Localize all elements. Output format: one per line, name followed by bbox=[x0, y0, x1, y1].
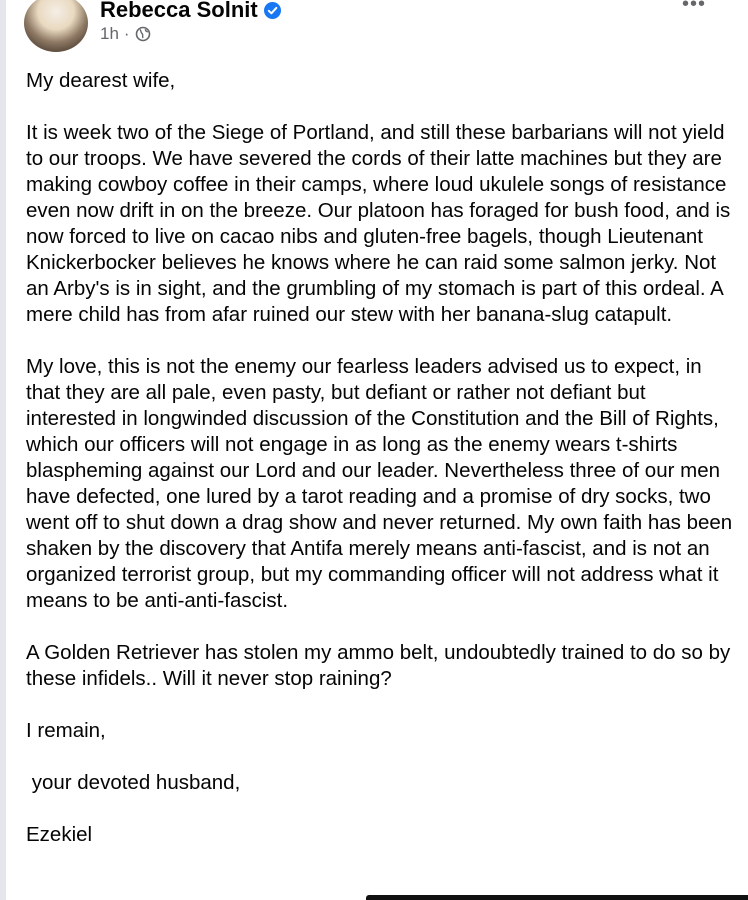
post-paragraph: A Golden Retriever has stolen my ammo belt, undoubtedly trained to do so by these infidels.. Will it never stop raining? bbox=[26, 641, 731, 690]
avatar[interactable] bbox=[24, 0, 88, 52]
post-timestamp[interactable]: 1h bbox=[100, 24, 119, 43]
post-paragraph: Ezekiel bbox=[26, 823, 93, 846]
left-edge-divider bbox=[0, 0, 6, 900]
more-options-button[interactable]: ••• bbox=[681, 0, 706, 15]
bottom-overlay-bar bbox=[366, 895, 748, 900]
post-body bbox=[26, 68, 738, 874]
post-paragraph: My dearest wife, bbox=[26, 69, 176, 92]
post-paragraph: I remain, bbox=[26, 719, 106, 742]
post-paragraph: your devoted husband, bbox=[26, 771, 241, 794]
post-paragraph: My love, this is not the enemy our fearless leaders advised us to expect, in that they are all pale, even pasty, but defiant or rather not defiant but interested in longwinded discussion of the Constitution and the Bill of Rights, which our officers will not engage in as long as the enemy wears t-shirts blaspheming against our Lord and our leader. Nevertheless three of our men have defected, one lured by a tarot reading and a promise of dry socks, two went off to shut down a drag show and never returned. My own faith has been shaken by the discovery that Antifa merely means anti-fascist, and is not an organized terrorist group, but my commanding officer will not address what it means to be anti-anti-fascist. bbox=[26, 355, 733, 612]
meta-separator: · bbox=[123, 24, 130, 43]
post-paragraph: It is week two of the Siege of Portland, and still these barbarians will not yield to our troops. We have severed the cords of their latte machines but they are making cowboy coffee in their camps, where loud ukulele songs of resistance even now drift in on the breeze. Our platoon has foraged for bush food, and is now forced to live on cacao nibs and gluten-free bagels, though Lieutenant Knickerbocker believes he knows where he can raid some salmon jerky. Not an Arby's is in sight, and the grumbling of my stomach is part of this ordeal. A mere child has from afar ruined our stew with her banana-slug catapult. bbox=[26, 121, 731, 326]
post-meta bbox=[100, 24, 151, 44]
post-header bbox=[24, 0, 724, 56]
author-name[interactable]: Rebecca Solnit bbox=[100, 0, 258, 22]
verified-badge-icon bbox=[264, 2, 281, 19]
globe-icon bbox=[135, 26, 151, 42]
author-row bbox=[100, 0, 281, 24]
